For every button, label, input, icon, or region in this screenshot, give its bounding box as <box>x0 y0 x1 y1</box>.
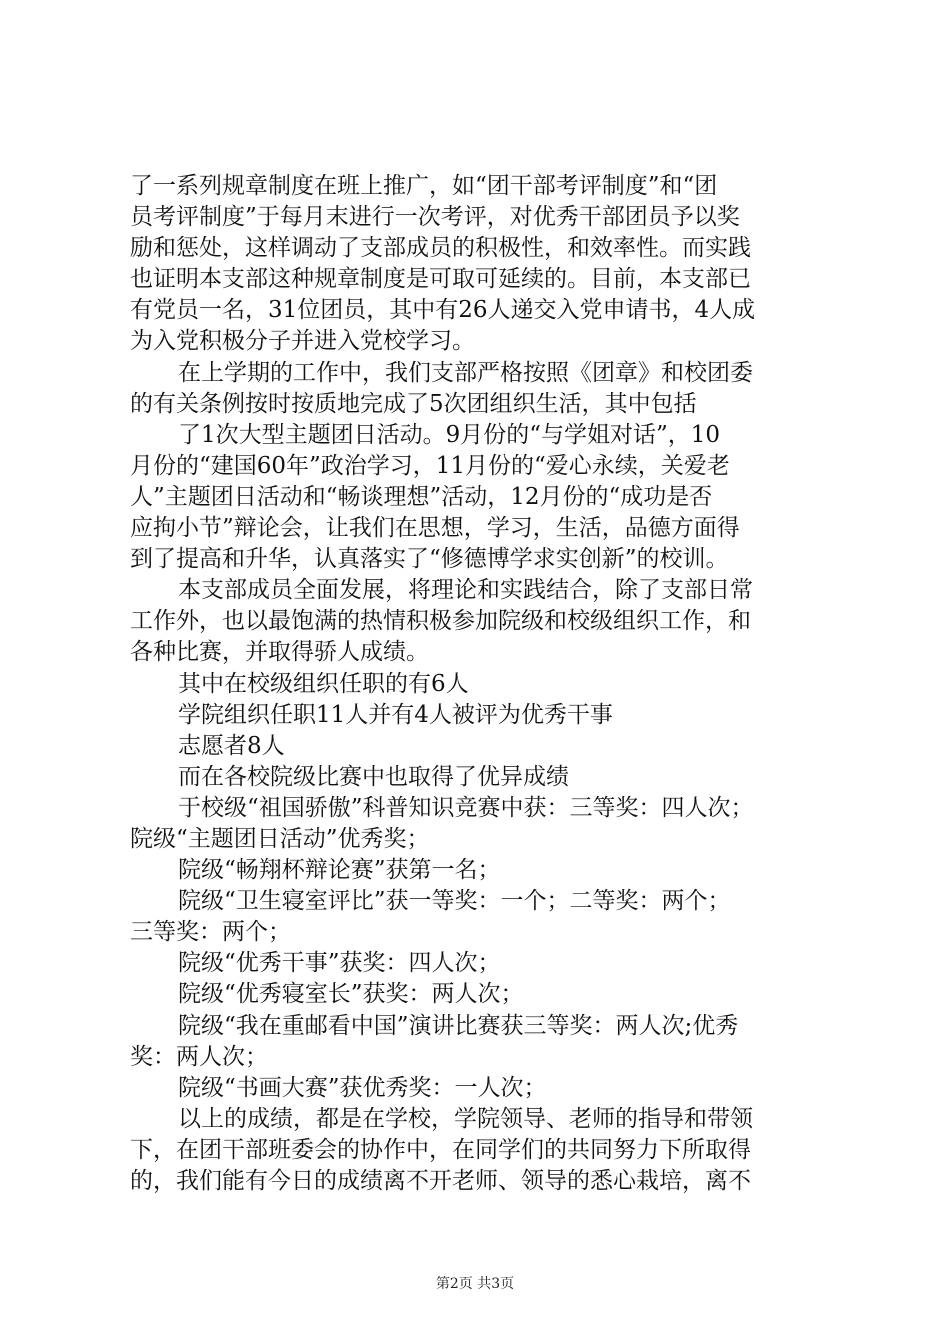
text-line: 应拘小节”辩论会，让我们在思想，学习，生活，品德方面得 <box>130 515 740 542</box>
text-line: 在上学期的工作中，我们支部严格按照《团章》和校团委 <box>178 359 753 386</box>
text-line: 三等奖：两个； <box>130 919 291 946</box>
text-line: 各种比赛，并取得骄人成绩。 <box>130 639 429 666</box>
text-line: 月份的“建国60年”政治学习，11月份的“爱心永续，关爱老 <box>130 452 730 479</box>
text-line: 院级“主题团日活动”优秀奖； <box>130 825 430 852</box>
document-body <box>130 171 830 1197</box>
text-line: 的，我们能有今日的成绩离不开老师、领导的悉心栽培，离不 <box>130 1168 751 1194</box>
text-line: 院级“优秀寝室长”获奖：两人次； <box>178 981 524 1008</box>
text-line: 下，在团干部班委会的协作中，在同学们的共同努力下所取得 <box>130 1136 751 1163</box>
text-line: 有党员一名，31位团员，其中有26人递交入党申请书，4人成 <box>130 297 756 324</box>
text-line: 人”主题团日活动和“畅谈理想”活动，12月份的“成功是否 <box>130 483 713 510</box>
text-line: 工作外，也以最饱满的热情积极参加院级和校级组织工作，和 <box>130 608 751 635</box>
text-line: 了1次大型主题团日活动。9月份的“与学姐对话”，10 <box>178 421 721 448</box>
text-line: 了一系列规章制度在班上推广，如“团干部考评制度”和“团 <box>130 173 718 199</box>
text-line: 的有关条例按时按质地完成了5次团组织生活，其中包括 <box>130 390 697 417</box>
text-line: 其中在校级组织任职的有6人 <box>178 670 469 697</box>
text-line: 院级“我在重邮看中国”演讲比赛获三等奖：两人次;优秀 <box>178 1012 739 1039</box>
text-line: 也证明本支部这种规章制度是可取可延续的。目前，本支部已 <box>130 266 751 293</box>
text-line: 到了提高和升华，认真落实了“修德博学求实创新”的校训。 <box>130 546 729 573</box>
text-line: 学院组织任职11人并有4人被评为优秀干事 <box>178 701 613 728</box>
text-line: 奖：两人次； <box>130 1043 268 1070</box>
text-line: 以上的成绩，都是在学校，学院领导、老师的指导和带领 <box>178 1105 753 1132</box>
text-line: 励和惩处，这样调动了支部成员的积极性，和效率性。而实践 <box>130 235 751 262</box>
text-line: 于校级“祖国骄傲”科普知识竞赛中获：三等奖：四人次； <box>178 794 754 821</box>
text-line: 而在各校院级比赛中也取得了优异成绩 <box>178 763 569 790</box>
text-line: 院级“畅翔杯辩论赛”获第一名； <box>178 857 501 884</box>
page-footer: 第2页 共3页 <box>435 1276 515 1292</box>
text-line: 志愿者8人 <box>178 732 285 759</box>
text-line: 为入党积极分子并进入党校学习。 <box>130 328 475 355</box>
text-line: 员考评制度”于每月末进行一次考评，对优秀干部团员予以奖 <box>130 204 740 231</box>
text-line: 院级“优秀干事”获奖：四人次； <box>178 950 501 977</box>
text-line: 本支部成员全面发展，将理论和实践结合，除了支部日常 <box>178 577 753 604</box>
text-line: 院级“书画大赛”获优秀奖：一人次； <box>178 1074 547 1101</box>
text-line: 院级“卫生寝室评比”获一等奖：一个；二等奖：两个； <box>178 888 731 915</box>
